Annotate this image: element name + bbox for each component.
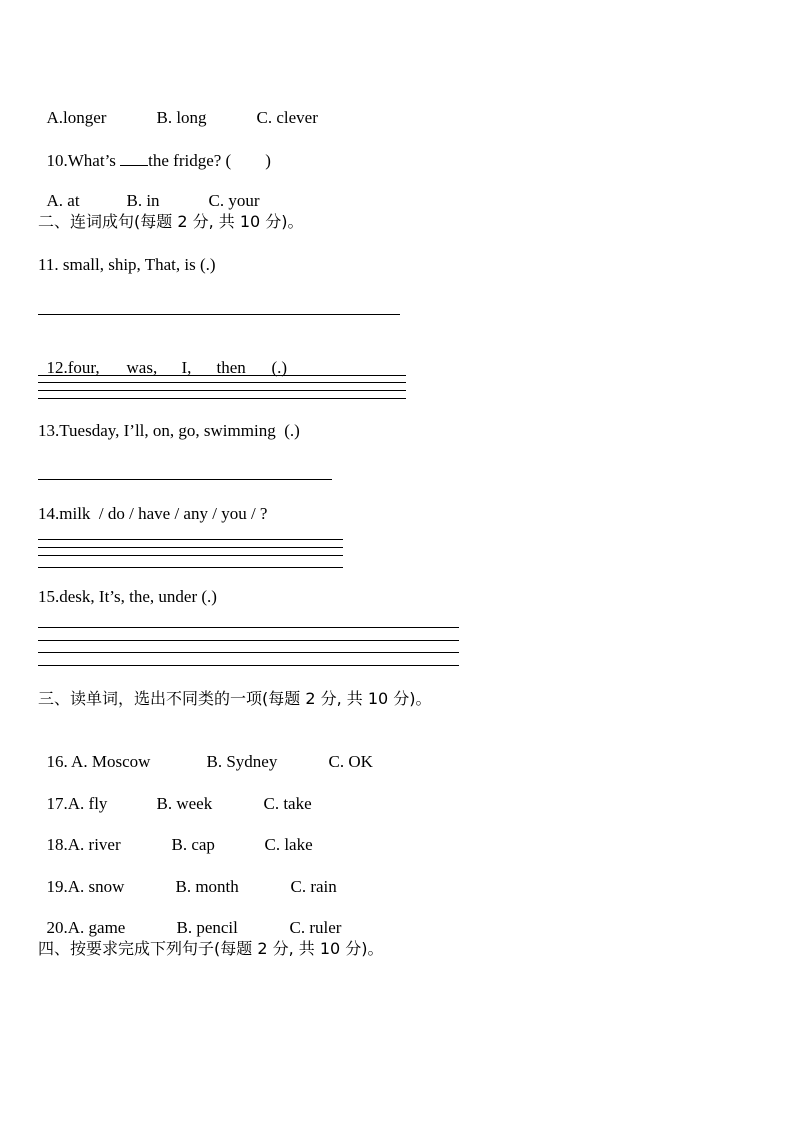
option-a: A. at bbox=[46, 191, 80, 210]
question-14: 14.milk / do / have / any / you / ? bbox=[38, 504, 268, 523]
answer-line bbox=[38, 398, 406, 399]
question-17 bbox=[38, 774, 312, 814]
answer-line bbox=[38, 665, 459, 666]
option-b: B. Sydney bbox=[206, 752, 278, 771]
answer-line bbox=[38, 640, 459, 641]
question-13: 13.Tuesday, I’ll, on, go, swimming (.) bbox=[38, 421, 300, 440]
option-a: 20.A. game bbox=[46, 918, 126, 937]
answer-line bbox=[38, 547, 343, 548]
answer-line bbox=[38, 382, 406, 383]
answer-line bbox=[38, 375, 406, 376]
option-b: B. week bbox=[156, 794, 213, 813]
option-a: A.longer bbox=[46, 108, 107, 127]
section-3-title: 三、读单词，选出不同类的一项(每题 2 分, 共 10 分)。 bbox=[38, 689, 432, 708]
q12-word: 12.four, bbox=[46, 358, 100, 377]
section-2-title: 二、连词成句(每题 2 分, 共 10 分)。 bbox=[38, 212, 304, 231]
question-19 bbox=[38, 857, 337, 897]
q12-word: (.) bbox=[271, 358, 288, 377]
answer-line bbox=[38, 479, 332, 480]
option-a: 18.A. river bbox=[46, 835, 121, 854]
option-a: 19.A. snow bbox=[46, 877, 125, 896]
option-b: B. cap bbox=[171, 835, 215, 854]
option-b: B. pencil bbox=[176, 918, 238, 937]
answer-line bbox=[38, 314, 400, 315]
section-4-title: 四、按要求完成下列句子(每题 2 分, 共 10 分)。 bbox=[38, 939, 384, 958]
question-11: 11. small, ship, That, is (.) bbox=[38, 255, 216, 274]
q10-options bbox=[38, 171, 260, 211]
option-c: C. rain bbox=[290, 877, 337, 896]
q10-text-after: the fridge? ( ) bbox=[148, 151, 271, 170]
answer-line bbox=[38, 567, 343, 568]
option-c: C. clever bbox=[256, 108, 318, 127]
answer-blank bbox=[120, 150, 148, 166]
option-a: 17.A. fly bbox=[46, 794, 108, 813]
option-b: B. month bbox=[175, 877, 239, 896]
q12-word: then bbox=[216, 358, 246, 377]
answer-line bbox=[38, 539, 343, 540]
option-c: C. your bbox=[208, 191, 260, 210]
question-18 bbox=[38, 815, 313, 855]
question-10 bbox=[38, 130, 271, 171]
question-12 bbox=[38, 338, 287, 378]
q10-text-before: 10.What’s bbox=[46, 151, 121, 170]
answer-line bbox=[38, 390, 406, 391]
answer-line bbox=[38, 555, 343, 556]
question-15: 15.desk, It’s, the, under (.) bbox=[38, 587, 217, 606]
option-c: C. OK bbox=[328, 752, 373, 771]
q9-options bbox=[38, 88, 318, 128]
q12-word: was, bbox=[126, 358, 158, 377]
answer-line bbox=[38, 652, 459, 653]
option-a: 16. A. Moscow bbox=[46, 752, 151, 771]
answer-line bbox=[38, 627, 459, 628]
question-16 bbox=[38, 732, 373, 772]
option-b: B. long bbox=[156, 108, 207, 127]
option-c: C. lake bbox=[264, 835, 313, 854]
option-b: B. in bbox=[126, 191, 160, 210]
question-20 bbox=[38, 898, 341, 938]
option-c: C. take bbox=[263, 794, 312, 813]
q12-word: I, bbox=[181, 358, 192, 377]
option-c: C. ruler bbox=[289, 918, 342, 937]
